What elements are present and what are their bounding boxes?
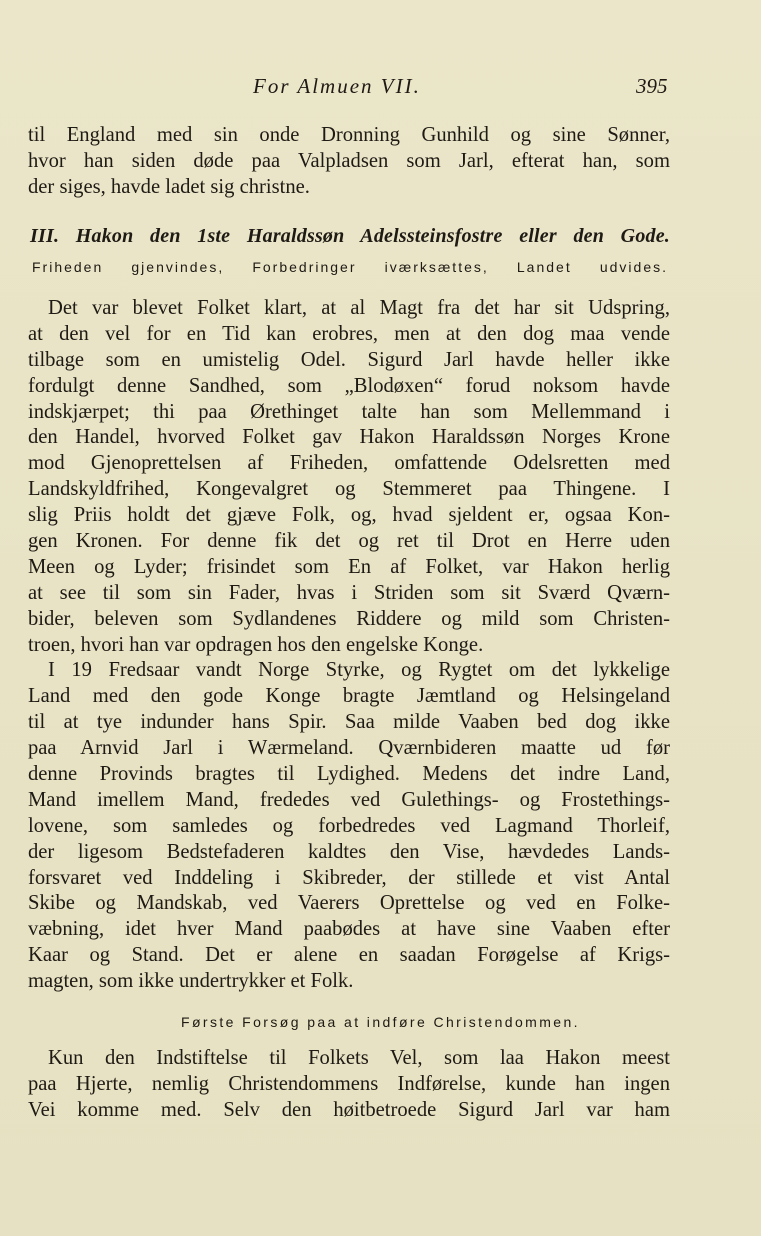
text-line: den Handel, hvorved Folket gav Hakon Haraldssøn Norges Krone [28, 426, 670, 449]
text-line: der ligesom Bedstefaderen kaldtes den Vise, hævdedes Lands- [28, 840, 670, 863]
text-line: Kaar og Stand. Det er alene en saadan Forøgelse af Krigs- [28, 944, 670, 967]
text-line: paa Hjerte, nemlig Christendommens Indførelse, kunde han ingen [28, 1072, 670, 1095]
text-line: indskjærpet; thi paa Ørethinget talte han som Mellemmand i [28, 400, 670, 423]
text-line: at den vel for en Tid kan erobres, men at den dog maa vende [28, 322, 670, 345]
text-line: der siges, havde ladet sig christne. [28, 175, 310, 198]
section-heading: III. Hakon den 1ste Haraldssøn Adelssteinsfostre eller den Gode. [30, 225, 670, 247]
text-line: tilbage som en umistelig Odel. Sigurd Jarl havde heller ikke [28, 348, 670, 371]
text-line: Mand imellem Mand, frededes ved Gulethings- og Frostethings- [28, 788, 670, 811]
text-line: Meen og Lyder; frisindet som En af Folket, var Hakon herlig [28, 555, 670, 578]
text-line: paa Arnvid Jarl i Wærmeland. Qværnbideren maatte ud før [28, 737, 670, 760]
text-line: I 19 Fredsaar vandt Norge Styrke, og Rygtet om det lykkelige [48, 659, 670, 682]
text-line: lovene, som samledes og forbedredes ved Lagmand Thorleif, [28, 814, 670, 837]
text-line: Land med den gode Konge bragte Jæmtland og Helsingeland [28, 685, 670, 708]
text-line: hvor han siden døde paa Valpladsen som Jarl, efterat han, som [28, 149, 670, 172]
text-line: Det var blevet Folket klart, at al Magt fra det har sit Udspring, [48, 297, 670, 319]
text-line: væbning, idet hver Mand paabødes at have sine Vaaben efter [28, 918, 670, 941]
text-line: Kun den Indstiftelse til Folkets Vel, som laa Hakon meest [48, 1047, 670, 1069]
paragraph-bottom [28, 1046, 670, 1124]
running-head [0, 74, 761, 104]
text-line: magten, som ikke undertrykker et Folk. [28, 970, 354, 993]
text-line: denne Provinds bragtes til Lydighed. Medens det indre Land, [28, 763, 670, 786]
text-line: slig Priis holdt det gjæve Folk, og, hvad sjeldent er, ogsaa Kon- [28, 504, 670, 527]
text-line: at see til som sin Fader, hvas i Striden som sit Sværd Qværn- [28, 581, 670, 604]
running-title: For Almuen VII. [253, 74, 421, 98]
text-line: mod Gjenoprettelsen af Friheden, omfattende Odelsretten med [28, 452, 670, 475]
text-line: fordulgt denne Sandhed, som „Blodøxen“ forud noksom havde [28, 374, 670, 397]
text-line: forsvaret ved Inddeling i Skibreder, der stillede et vist Antal [28, 866, 670, 889]
text-line: Skibe og Mandskab, ved Vaerers Oprettelse og ved en Folke- [28, 892, 670, 915]
paragraph-main [28, 296, 670, 995]
text-line: Vei komme med. Selv den høitbetroede Sigurd Jarl var ham [28, 1098, 670, 1121]
text-line: til England med sin onde Dronning Gunhild og sine Sønner, [28, 124, 670, 146]
section-subheading-2: Første Forsøg paa at indføre Christendommen. [181, 1014, 580, 1030]
paragraph-top [28, 123, 670, 201]
text-line: bider, beleven som Sydlandenes Riddere og mild som Christen- [28, 607, 670, 630]
text-line: gen Kronen. For denne fik det og ret til Drot en Herre uden [28, 530, 670, 553]
section-subheading: Friheden gjenvindes, Forbedringer iværksættes, Landet udvides. [32, 259, 668, 275]
text-line: troen, hvori han var opdragen hos den engelske Konge. [28, 633, 484, 656]
text-line: til at tye indunder hans Spir. Saa milde Vaaben bed dog ikke [28, 711, 670, 734]
text-line: Landskyldfrihed, Kongevalgret og Stemmeret paa Thingene. I [28, 478, 670, 501]
page-number: 395 [636, 74, 668, 98]
